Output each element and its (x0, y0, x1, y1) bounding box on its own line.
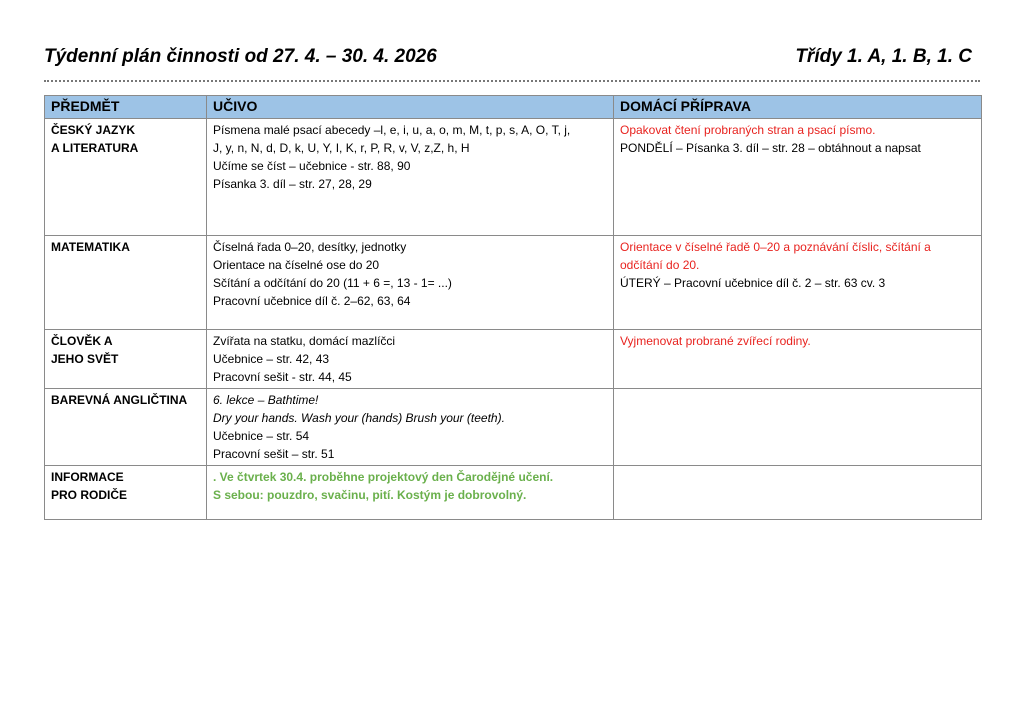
subject-name: BAREVNÁ ANGLIČTINA (51, 393, 188, 407)
homework-cell (614, 330, 982, 389)
homework-line: ÚTERÝ – Pracovní učebnice díl č. 2 – str. 63 cv. 3 (620, 276, 886, 290)
subject-cell (45, 330, 207, 389)
weekly-plan-table (44, 95, 982, 520)
content-line: Sčítání a odčítání do 20 (11 + 6 =, 13 - 1= ...) (213, 276, 452, 290)
content-line: J, y, n, N, d, D, k, U, Y, I, K, r, P, R, v, V, z,Z, h, H (213, 141, 470, 155)
column-header-subject: PŘEDMĚT (45, 96, 207, 119)
parent-notice: S sebou: pouzdro, svačinu, pití. Kostým je dobrovolný. (213, 488, 527, 502)
page-header (44, 44, 980, 82)
table-row-english (45, 389, 982, 466)
content-cell (207, 466, 614, 520)
homework-line: PONDĚLÍ – Písanka 3. díl – str. 28 – obtáhnout a napsat (620, 141, 921, 155)
homework-cell (614, 236, 982, 330)
class-list: Třídy 1. A, 1. B, 1. C (795, 46, 972, 67)
column-header-content: UČIVO (207, 96, 614, 119)
table-header-row (45, 96, 982, 119)
content-line: Pracovní učebnice díl č. 2–62, 63, 64 (213, 294, 411, 308)
lesson-title: 6. lekce – Bathtime! (213, 393, 319, 407)
column-header-homework: DOMÁCÍ PŘÍPRAVA (614, 96, 982, 119)
table-row-math (45, 236, 982, 330)
homework-cell (614, 119, 982, 236)
subject-name: PRO RODIČE (51, 488, 128, 502)
content-line: Učíme se číst – učebnice - str. 88, 90 (213, 159, 411, 173)
homework-cell (614, 389, 982, 466)
homework-cell (614, 466, 982, 520)
subject-cell (45, 119, 207, 236)
content-line: Zvířata na statku, domácí mazlíčci (213, 334, 396, 348)
content-cell (207, 236, 614, 330)
subject-cell (45, 466, 207, 520)
subject-cell (45, 236, 207, 330)
content-line: Číselná řada 0–20, desítky, jednotky (213, 240, 407, 254)
subject-name: ČLOVĚK A (51, 334, 113, 348)
subject-name: A LITERATURA (51, 141, 139, 155)
table-row-world (45, 330, 982, 389)
content-line: Pracovní sešit - str. 44, 45 (213, 370, 352, 384)
content-line: Učebnice – str. 54 (213, 429, 310, 443)
homework-highlight: Orientace v číselné řadě 0–20 a poznávání číslic, sčítání a (620, 240, 931, 254)
content-line: Písmena malé psací abecedy –l, e, i, u, a, o, m, M, t, p, s, A, O, T, j, (213, 123, 571, 137)
content-cell (207, 389, 614, 466)
page-title: Týdenní plán činnosti od 27. 4. – 30. 4. 2026 (44, 46, 437, 67)
homework-highlight: Vyjmenovat probrané zvířecí rodiny. (620, 334, 811, 348)
content-line: Písanka 3. díl – str. 27, 28, 29 (213, 177, 372, 191)
table-row-czech (45, 119, 982, 236)
content-line: Pracovní sešit – str. 51 (213, 447, 335, 461)
table-row-parent-info (45, 466, 982, 520)
homework-highlight: Opakovat čtení probraných stran a psací písmo. (620, 123, 876, 137)
content-line: Učebnice – str. 42, 43 (213, 352, 330, 366)
content-cell (207, 119, 614, 236)
subject-name: MATEMATIKA (51, 240, 130, 254)
subject-name: JEHO SVĚT (51, 352, 119, 366)
lesson-phrases: Dry your hands. Wash your (hands) Brush your (teeth). (213, 411, 505, 425)
subject-cell (45, 389, 207, 466)
content-cell (207, 330, 614, 389)
parent-notice: . Ve čtvrtek 30.4. proběhne projektový den Čarodějné učení. (213, 470, 554, 484)
subject-name: INFORMACE (51, 470, 124, 484)
subject-name: ČESKÝ JAZYK (51, 123, 136, 137)
content-line: Orientace na číselné ose do 20 (213, 258, 380, 272)
homework-highlight: odčítání do 20. (620, 258, 700, 272)
